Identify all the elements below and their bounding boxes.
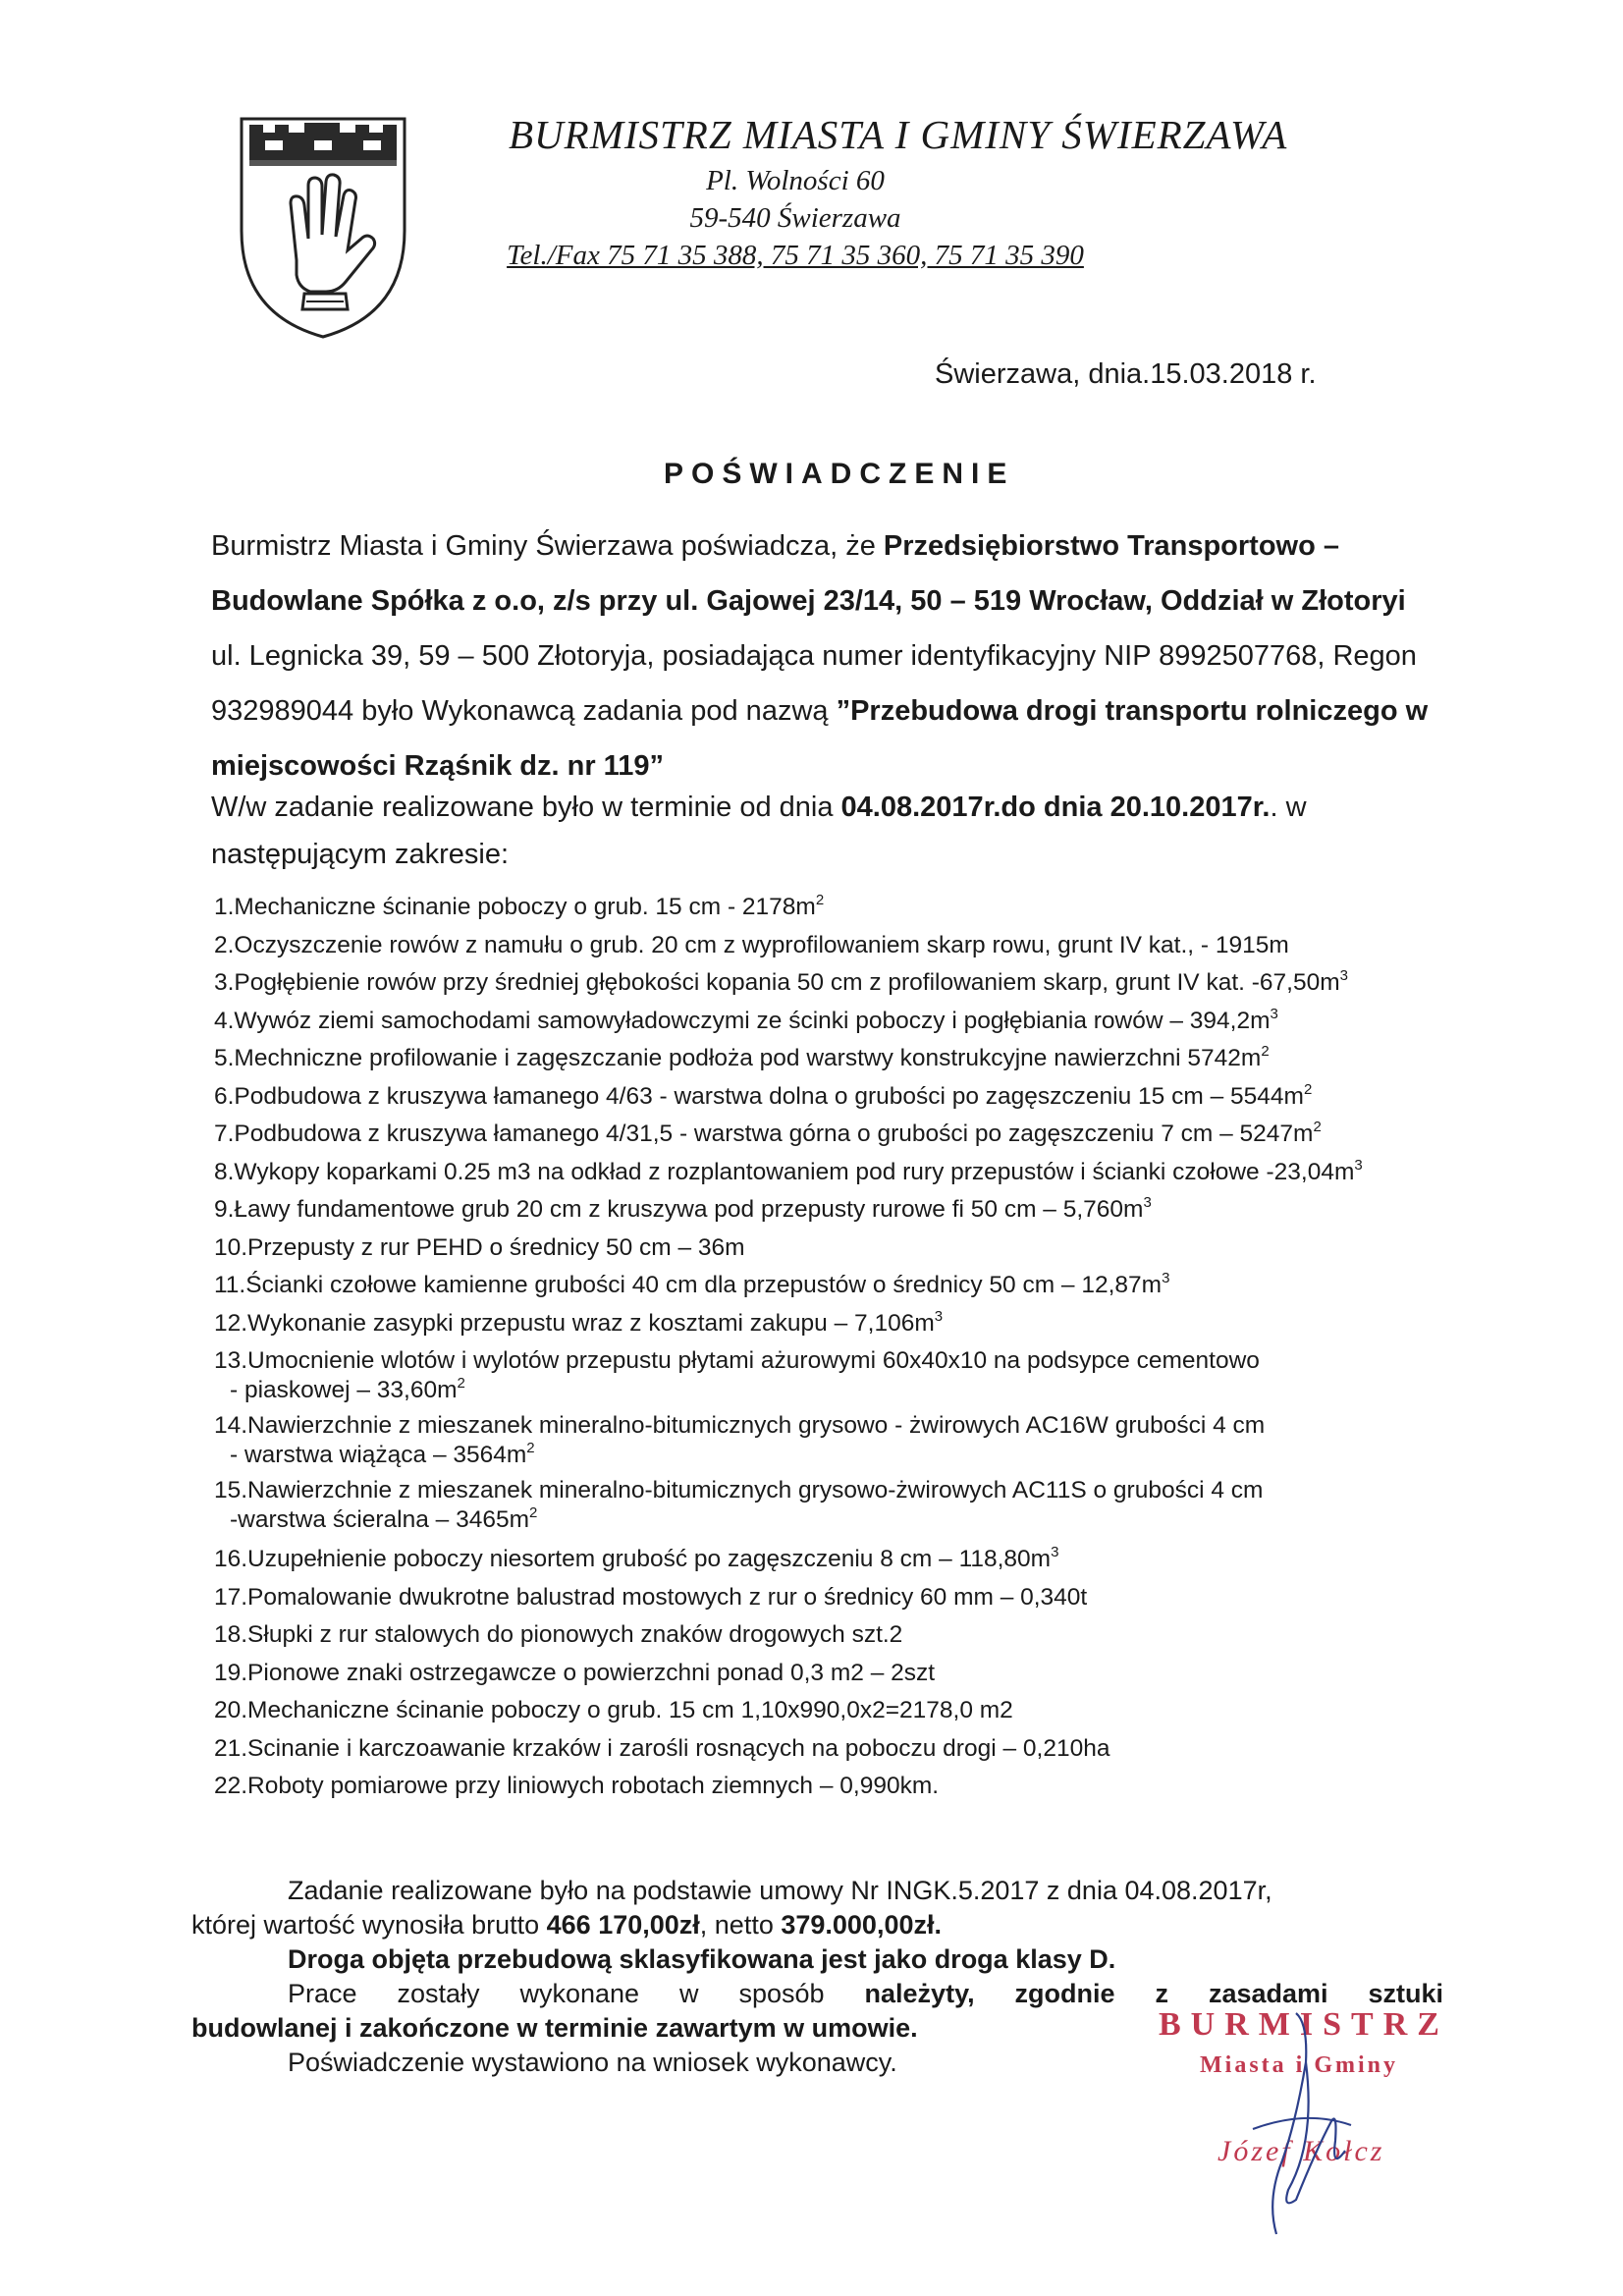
unit-exponent: 2 bbox=[526, 1440, 535, 1456]
header-title: BURMISTRZ MIASTA I GMINY ŚWIERZAWA bbox=[509, 112, 1288, 157]
scope-item bbox=[214, 1191, 1549, 1230]
scope-item-text: 20.Mechaniczne ścinanie poboczy o grub. 15 cm 1,10x990,0x2=2178,0 m2 bbox=[214, 1697, 1013, 1723]
unit-exponent: 2 bbox=[529, 1504, 538, 1521]
scope-item bbox=[214, 964, 1549, 1003]
closing-completion: budowlanej i zakończone w terminie zawartym w umowie. bbox=[191, 2013, 918, 2043]
document-title: POŚWIADCZENIE bbox=[664, 458, 1015, 490]
scope-item bbox=[214, 1579, 1549, 1617]
certification-paragraph bbox=[211, 519, 1429, 793]
scope-item bbox=[214, 1346, 1549, 1405]
closing-value-intro: której wartość wynosiła brutto bbox=[191, 1910, 547, 1940]
scope-item bbox=[214, 1730, 1549, 1769]
coat-of-arms-logo bbox=[236, 113, 410, 341]
scope-item-text: 9.Ławy fundamentowe grub 20 cm z kruszywa pod przepusty rurowe fi 50 cm – 5,760m bbox=[214, 1196, 1144, 1223]
p1-task-name: ”Przebudowa drogi transportu rolniczego w miejscowości Rząśnik dz. nr 119” bbox=[211, 695, 1429, 782]
scope-item-text: 15.Nawierzchnie z mieszanek mineralno-bitumicznych grysowo-żwirowych AC11S o grubości 4 cm bbox=[214, 1477, 1264, 1503]
scope-item-text: 6.Podbudowa z kruszywa łamanego 4/63 - warstwa dolna o grubości po zagęszczeniu 15 cm – 5544m bbox=[214, 1082, 1304, 1110]
scope-item-continuation: - warstwa wiążąca – $3564m^2$ bbox=[230, 1440, 535, 1468]
unit-exponent: 2 bbox=[457, 1375, 465, 1392]
scope-item bbox=[214, 1411, 1549, 1470]
closing-request: Poświadczenie wystawiono na wniosek wykonawcy. bbox=[288, 2048, 897, 2077]
scope-item-text: 12.Wykonanie zasypki przepustu wraz z kosztami zakupu – 7,106m bbox=[214, 1309, 935, 1337]
scope-item bbox=[214, 1655, 1549, 1693]
scope-item bbox=[214, 927, 1549, 965]
scope-item bbox=[214, 1267, 1549, 1305]
p1-company: Przedsiębiorstwo Transportowo – Budowlane Spółka z o.o, z/s przy ul. Gajowej 23/14, 50 – 519 Wrocław, Oddział w Złotoryi bbox=[211, 530, 1406, 617]
scope-item-text: 22.Roboty pomiarowe przy liniowych robotach ziemnych – 0,990km. bbox=[214, 1773, 940, 1799]
closing-value-sep: , netto bbox=[699, 1910, 782, 1940]
svg-text:Józef Kołcz: Józef Kołcz bbox=[1217, 2135, 1385, 2167]
scope-item bbox=[214, 1305, 1549, 1343]
header-phone-text: Tel./Fax 75 71 35 388, 75 71 35 360, 75 71 35 390 bbox=[507, 240, 1084, 271]
header-city: 59-540 Świerzawa bbox=[689, 202, 901, 234]
scope-item-text: 19.Pionowe znaki ostrzegawcze o powierzchni ponad 0,3 m2 – 2szt bbox=[214, 1659, 936, 1686]
scope-item bbox=[214, 1003, 1549, 1041]
scope-item-text: 18.Słupki z rur stalowych do pionowych znaków drogowych szt.2 bbox=[214, 1621, 903, 1648]
scope-item bbox=[214, 1616, 1549, 1655]
unit-exponent: 3 bbox=[1270, 1005, 1278, 1022]
scope-item bbox=[214, 1116, 1549, 1154]
scope-item bbox=[214, 889, 1549, 927]
scope-item-text: 21.Scinanie i karczoawanie krzaków i zarośli rosnących na poboczu drogi – 0,210ha bbox=[214, 1734, 1110, 1762]
scope-item-text: 14.Nawierzchnie z mieszanek mineralno-bitumicznych grysowo - żwirowych AC16W grubości 4 cm bbox=[214, 1412, 1266, 1439]
scope-item-text: 3.Pogłębienie rowów przy średniej głębokości kopania 50 cm z profilowaniem skarp, grunt IV kat. -67,50m bbox=[214, 969, 1340, 996]
closing-contract: Zadanie realizowane było na podstawie umowy Nr INGK.5.2017 z dnia 04.08.2017r, bbox=[288, 1876, 1272, 1905]
p1-details: ul. Legnicka 39, 59 – 500 Złotoryja, posiadająca numer identyfikacyjny NIP 8992507768, Regon 932989044 było Wykonawcą zadania pod nazwą bbox=[211, 640, 1417, 727]
scope-item bbox=[214, 1154, 1549, 1192]
p2-tail: . w następującym zakresie: bbox=[211, 792, 1307, 870]
p2-period: 04.08.2017r.do dnia 20.10.2017r. bbox=[840, 792, 1271, 823]
unit-exponent: 3 bbox=[1339, 967, 1348, 984]
scope-item bbox=[214, 1768, 1549, 1806]
scope-item bbox=[214, 1040, 1549, 1078]
p1-intro: Burmistrz Miasta i Gminy Świerzawa poświadcza, że bbox=[211, 530, 884, 562]
official-stamp-signature bbox=[1159, 2003, 1512, 2249]
scope-item-text: 13.Umocnienie wlotów i wylotów przepustu płytami ażurowymi 60x40x10 na podsypce cementowo bbox=[214, 1347, 1260, 1374]
scope-item-continuation: -warstwa ścieralna – $3465m^2$ bbox=[230, 1504, 538, 1533]
scope-item-text: 11.Ścianki czołowe kamienne grubości 40 cm dla przepustów o średnicy 50 cm – 12,87m bbox=[214, 1272, 1163, 1298]
scope-item-text: 5.Mechniczne profilowanie i zagęszczanie podłoża pod warstwy konstrukcyjne nawierzchni 5742m bbox=[214, 1045, 1262, 1071]
scope-item bbox=[214, 1692, 1549, 1730]
scope-item bbox=[214, 1541, 1549, 1579]
scope-item-text: 1.Mechaniczne ścinanie poboczy o grub. 15 cm - 2178m bbox=[214, 894, 816, 920]
scope-item bbox=[214, 1476, 1549, 1535]
header-address: Pl. Wolności 60 bbox=[706, 165, 885, 196]
closing-quality-bold: należyty, zgodnie z zasadami sztuki bbox=[864, 1979, 1444, 2008]
scope-item-text: 4.Wywóz ziemi samochodami samowyładowczymi ze ścinki poboczy i pogłębiania rowów – 394,2m bbox=[214, 1007, 1271, 1034]
header-phone bbox=[403, 240, 1188, 272]
scope-item-text: 7.Podbudowa z kruszywa łamanego 4/31,5 - warstwa górna o grubości po zagęszczeniu 7 cm – 5247m bbox=[214, 1121, 1314, 1147]
scope-item bbox=[214, 1230, 1549, 1268]
unit-exponent: 2 bbox=[1313, 1119, 1322, 1135]
scope-item-text: 16.Uzupełnienie poboczy niesortem grubość po zagęszczeniu 8 cm – 118,80m bbox=[214, 1546, 1052, 1572]
scope-item bbox=[214, 1078, 1549, 1117]
road-class: Droga objęta przebudową sklasyfikowana jest jako droga klasy D. bbox=[288, 1944, 1116, 1974]
unit-exponent: 3 bbox=[934, 1307, 944, 1325]
unit-exponent: 3 bbox=[1162, 1270, 1170, 1286]
scope-item-text: 2.Oczyszczenie rowów z namułu o grub. 20 cm z wyprofilowaniem skarp rowu, grunt IV kat., - 1915m bbox=[214, 931, 1289, 958]
svg-text:BURMISTRZ: BURMISTRZ bbox=[1159, 2006, 1449, 2043]
unit-exponent: 3 bbox=[1051, 1544, 1059, 1560]
scope-item-continuation: - piaskowej – $33,60m^2$ bbox=[230, 1375, 465, 1403]
unit-exponent: 3 bbox=[1143, 1194, 1152, 1211]
period-paragraph bbox=[211, 784, 1429, 878]
scope-item-text: 10.Przepusty z rur PEHD o średnicy 50 cm – 36m bbox=[214, 1233, 745, 1261]
unit-exponent: 2 bbox=[1261, 1043, 1270, 1060]
unit-exponent: 3 bbox=[1354, 1156, 1363, 1174]
scope-item-text: 17.Pomalowanie dwukrotne balustrad mostowych z rur o średnicy 60 mm – 0,340t bbox=[214, 1583, 1088, 1611]
unit-exponent: 2 bbox=[1303, 1080, 1313, 1098]
closing-quality-intro: Prace zostały wykonane w sposób bbox=[288, 1979, 865, 2008]
net-value: 379.000,00zł. bbox=[781, 1910, 942, 1940]
scope-item-text: 8.Wykopy koparkami 0.25 m3 na odkład z rozplantowaniem pod rury przepustów i ścianki czołowe -23,04m bbox=[214, 1158, 1355, 1185]
p2-intro: W/w zadanie realizowane było w terminie od dnia bbox=[211, 792, 841, 823]
closing-value bbox=[191, 1908, 1443, 1942]
document-date: Świerzawa, dnia.15.03.2018 r. bbox=[935, 358, 1317, 390]
scope-list bbox=[214, 889, 1549, 1806]
svg-text:Miasta i Gminy: Miasta i Gminy bbox=[1200, 2052, 1398, 2078]
unit-exponent: 2 bbox=[815, 892, 825, 908]
gross-value: 466 170,00zł bbox=[546, 1910, 700, 1940]
